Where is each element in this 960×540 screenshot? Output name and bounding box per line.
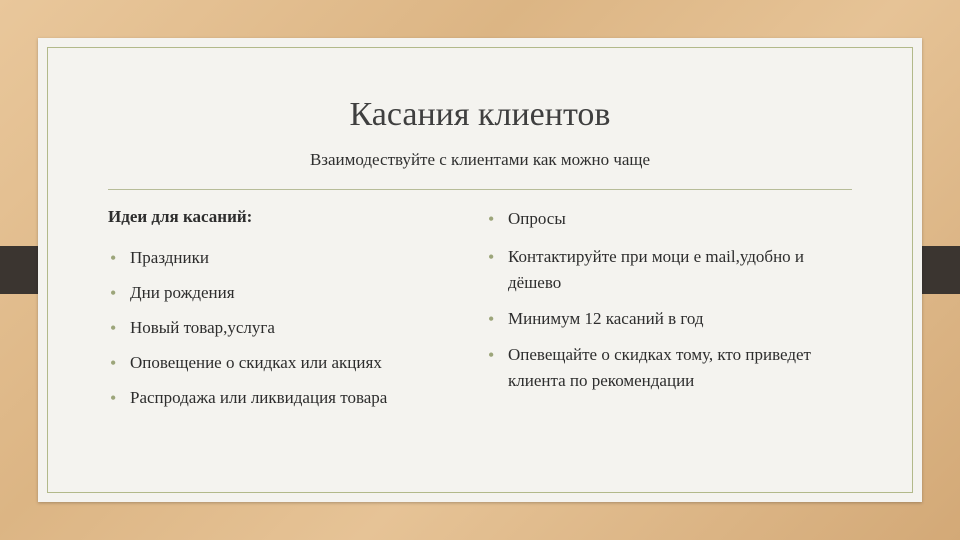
tips-list — [486, 206, 856, 394]
bullet-icon: • — [110, 283, 117, 303]
slide — [38, 38, 922, 502]
left-column-heading: Идеи для касаний: — [108, 207, 253, 226]
list-item: • Опросы — [486, 206, 856, 232]
bullet-icon: • — [488, 345, 495, 365]
divider-line — [108, 189, 852, 190]
right-column — [486, 206, 856, 404]
bullet-icon: • — [110, 353, 117, 373]
list-item: • Оповещение о скидках или акциях — [108, 350, 468, 376]
bullet-icon: • — [488, 309, 495, 329]
left-column — [108, 206, 468, 420]
slide-title: Касания клиентов — [349, 96, 611, 133]
list-item: • Распродажа или ликвидация товара — [108, 385, 468, 411]
bullet-icon: • — [488, 209, 495, 229]
list-item: • Контактируйте при моци e mail,удобно и дёшево — [486, 244, 856, 296]
list-item: • Новый товар,услуга — [108, 315, 468, 341]
bullet-icon: • — [488, 247, 495, 267]
list-item: • Праздники — [108, 245, 468, 271]
list-item: • Опевещайте о скидках тому, кто приведет клиента по рекомендации — [486, 342, 856, 394]
bullet-icon: • — [110, 388, 117, 408]
bullet-icon: • — [110, 318, 117, 338]
slide-subtitle: Взаимодествуйте с клиентами как можно чаще — [309, 150, 651, 169]
list-item: • Дни рождения — [108, 280, 468, 306]
list-item: • Минимум 12 касаний в год — [486, 306, 856, 332]
bullet-icon: • — [110, 248, 117, 268]
ideas-list — [108, 245, 468, 411]
